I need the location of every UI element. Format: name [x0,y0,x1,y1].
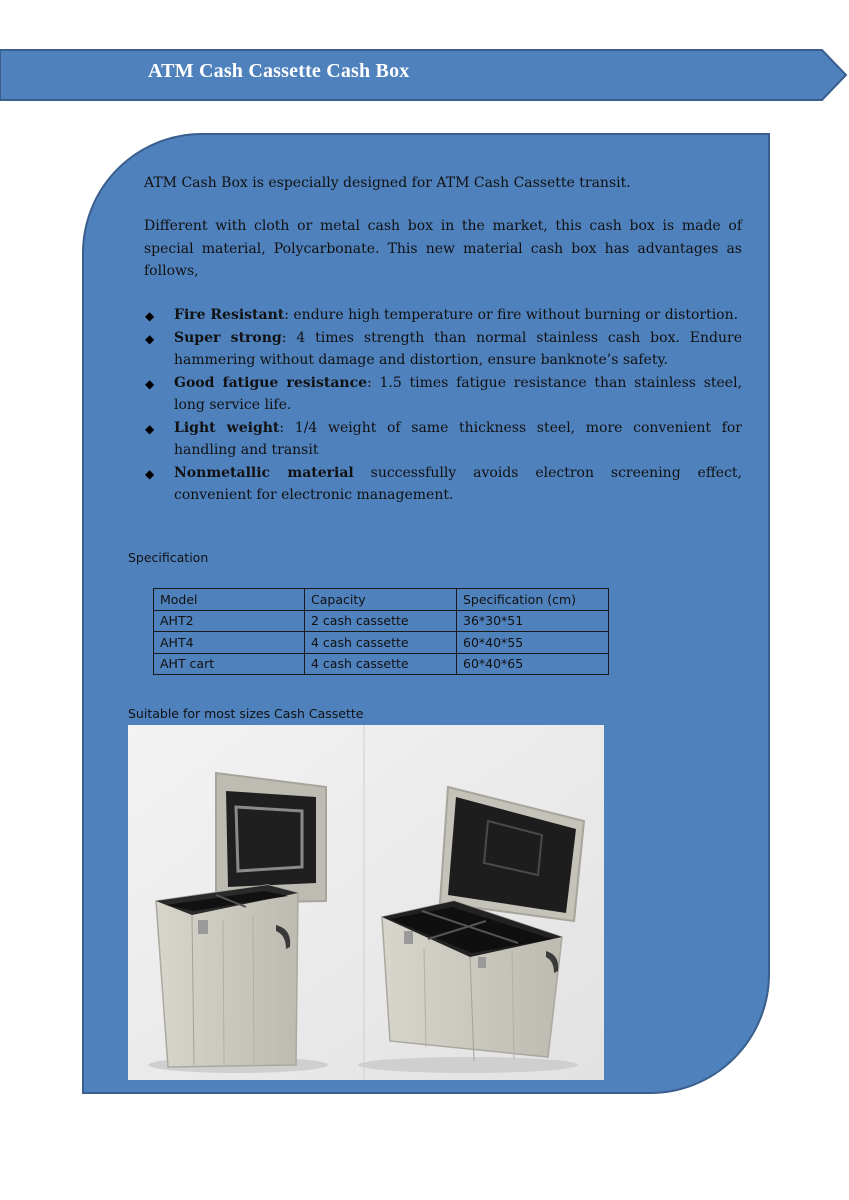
feature-text: : 4 times strength than normal stainless cash box. Endure hammering without damage and distortion, ensure banknote’s safety. [174,329,743,368]
table-cell: 36*30*51 [457,610,609,632]
feature-item [144,304,742,327]
table-cell: AHT2 [154,610,305,632]
diamond-bullet-icon: ◆ [145,466,155,481]
feature-label: Light weight [174,419,280,436]
table-cell: AHT cart [154,653,305,675]
table-header-cell: Capacity [305,589,457,611]
diamond-bullet-icon: ◆ [145,331,155,346]
feature-label: Super strong [174,329,282,346]
feature-label: Fire Resistant [174,307,285,323]
diamond-bullet-icon: ◆ [145,309,155,323]
table-header-cell: Specification (cm) [457,589,609,611]
product-photos [128,725,604,1080]
description-paragraph: Different with cloth or metal cash box in the market, this cash box is made of special material, Polycarbonate. This new material cash box has advantages as follows, [144,218,742,279]
title-banner [0,0,849,110]
table-cell: 2 cash cassette [305,610,457,632]
feature-text: : endure high temperature or fire without burning or distortion. [284,307,739,323]
table-cell: 4 cash cassette [305,653,457,675]
feature-text: : 1.5 times fatigue resistance than stainless steel, long service life. [174,374,742,413]
table-row [154,653,609,675]
feature-item [144,462,742,507]
table-row [154,632,609,654]
diamond-bullet-icon: ◆ [145,421,155,436]
diamond-bullet-icon: ◆ [145,376,155,391]
intro-text: ATM Cash Box is especially designed for ATM Cash Cassette transit. [144,175,631,191]
feature-list [144,304,742,507]
table-header-row [154,589,609,611]
feature-label: Good fatigue resistance [174,374,368,391]
specification-table [153,588,609,675]
feature-label: Nonmetallic material [174,464,354,481]
page-title: ATM Cash Cassette Cash Box [148,60,410,82]
table-header-cell: Model [154,589,305,611]
table-cell: AHT4 [154,632,305,654]
table-cell: 4 cash cassette [305,632,457,654]
table-cell: 60*40*55 [457,632,609,654]
feature-text: : 1/4 weight of same thickness steel, more convenient for handling and transit [174,419,742,458]
table-cell: 60*40*65 [457,653,609,675]
feature-item [144,327,742,372]
feature-item [144,372,742,417]
photo-caption: Suitable for most sizes Cash Cassette [128,706,364,721]
specification-label: Specification [128,550,209,565]
feature-item [144,417,742,462]
feature-text: successfully avoids electron screening effect, convenient for electronic management. [174,464,742,503]
table-row [154,610,609,632]
